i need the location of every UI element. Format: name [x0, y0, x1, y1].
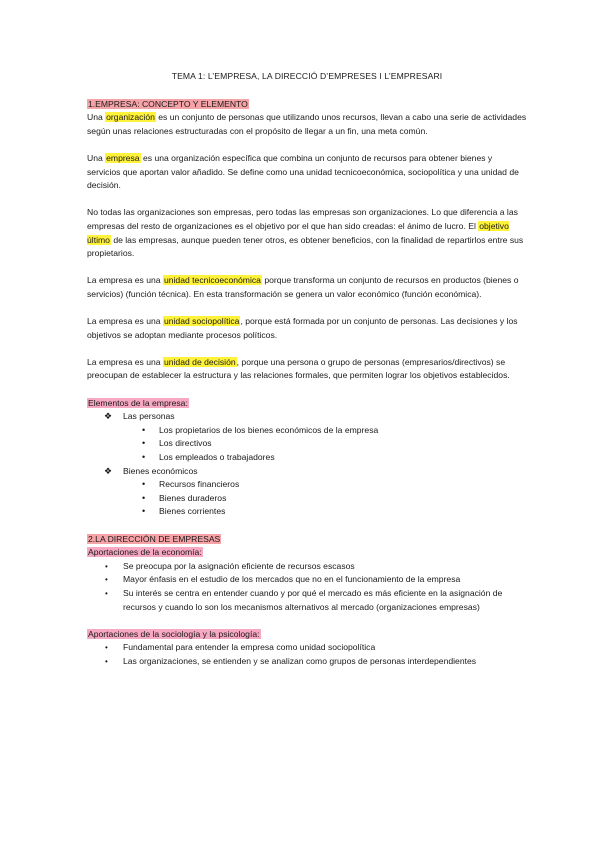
subheading-text: Aportaciones de la economía: [88, 547, 202, 558]
diamond-bullet-icon: ❖ [104, 465, 113, 476]
section-heading [87, 533, 527, 547]
bullet-icon: • [105, 561, 108, 571]
document-page [87, 70, 527, 669]
bullet-icon: • [105, 575, 108, 585]
paragraph-decision [87, 356, 527, 383]
text-run: No todas las organizaciones son empresas, pero todas las empresas son organizaciones. Lo que diferencia a las empresas del resto de organizaciones es el objetivo por el que han sido creadas: el ánimo de lucro. El [87, 207, 518, 231]
subheading-text: Elementos de la empresa: [88, 397, 188, 408]
text-run: La empresa es una [87, 275, 163, 286]
list-item-label: Bienes duraderos [159, 492, 227, 503]
list-item [87, 573, 527, 587]
list-item-label: Mayor énfasis en el estudio de los mercados que no en el funcionamiento de la empresa [123, 574, 461, 585]
highlight-term: organización [106, 112, 155, 123]
paragraph-sociopolitica [87, 315, 527, 342]
subheading-sociologia [87, 628, 527, 642]
list-item-label: Bienes corrientes [159, 506, 226, 517]
section-heading [87, 98, 527, 112]
list-item [87, 410, 527, 424]
list-item-label: Los propietarios de los bienes económicos de la empresa [159, 424, 379, 435]
list-item [87, 465, 527, 479]
spacer [87, 519, 527, 533]
list-item-label: Bienes económicos [123, 465, 198, 476]
diamond-bullet-icon: ❖ [104, 411, 113, 422]
bullet-icon: • [142, 438, 146, 449]
list-item-label: Las personas [123, 411, 175, 422]
list-item-label: Se preocupa por la asignación eficiente de recursos escasos [123, 560, 355, 571]
bullet-icon: • [142, 452, 146, 463]
paragraph-organizacion [87, 111, 527, 138]
list-item-label: Los directivos [159, 438, 212, 449]
sociology-list [87, 641, 527, 668]
bullet-icon: • [142, 506, 146, 517]
bullet-icon: • [105, 643, 108, 653]
list-item [87, 424, 527, 438]
list-item [87, 451, 527, 465]
text-run: es una organización específica que combina un conjunto de recursos para obtener bienes y servicios que aportan valor añadido. Se define como una unidad tecnicoeconómica, sociopolítica y una unidad de decisión. [87, 152, 519, 191]
section-heading-text: 1.EMPRESA: CONCEPTO Y ELEMENTO [88, 98, 248, 109]
highlight-term: empresa [106, 152, 140, 163]
text-run: , porque está formada por un conjunto de personas. Las decisiones y los objetivos se adoptan mediante procesos políticos. [87, 316, 518, 340]
text-run: es un conjunto de personas que utilizando unos recursos, llevan a cabo una serie de actividades según unas relaciones estructuradas con el propósito de llegar a un fin, una meta común. [87, 112, 527, 136]
bullet-icon: • [142, 479, 146, 490]
section-heading-text: 2.LA DIRECCIÓN DE EMPRESAS [88, 533, 221, 544]
list-item-label: Los empleados o trabajadores [159, 452, 275, 463]
bullet-icon: • [105, 588, 108, 598]
economy-list [87, 560, 527, 614]
text-run: , porque una persona o grupo de personas (empresarios/directivos) se preocupan de establecer la estructura y las relaciones formales, que permiten lograr los objetivos establecidos. [87, 356, 510, 381]
text-run: Una [87, 152, 106, 163]
list-item [87, 492, 527, 506]
list-item [87, 587, 527, 614]
list-item [87, 437, 527, 451]
paragraph-empresa [87, 152, 527, 193]
list-item [87, 560, 527, 574]
bullet-icon: • [105, 656, 108, 666]
paragraph-tecnicoeconomica [87, 274, 527, 301]
bullet-icon: • [142, 424, 146, 435]
list-item [87, 641, 527, 655]
highlight-term: objetivo último [87, 220, 509, 245]
elements-list [87, 410, 527, 519]
text-run: porque transforma un conjunto de recursos en productos (bienes o servicios) (función técnica). En esta transformación se genera un valor económico (función económica). [87, 275, 519, 299]
list-item-label: Recursos financieros [159, 479, 240, 490]
highlight-term: unidad de decisión [163, 356, 236, 367]
list-item [87, 505, 527, 519]
subheading-text: Aportaciones de la sociología y la psicología: [88, 628, 260, 639]
list-item [87, 655, 527, 669]
spacer [87, 614, 527, 628]
subheading-economia [87, 546, 527, 560]
text-run: La empresa es una [87, 356, 163, 367]
bullet-icon: • [142, 492, 146, 503]
list-item-label: Fundamental para entender la empresa como unidad sociopolítica [123, 642, 376, 653]
subheading-elementos [87, 397, 527, 411]
text-run: Una [87, 112, 106, 123]
paragraph-objetivo [87, 206, 527, 260]
highlight-term: unidad tecnicoeconómica [163, 275, 261, 286]
list-item-label: Su interés se centra en entender cuando y por qué el mercado es más eficiente en la asignación de recursos y cuando lo son los mecanismos alternativos al mercado (organizaciones empresas) [123, 587, 503, 612]
text-run: de las empresas, aunque pueden tener otros, es obtener beneficios, con la finalidad de repartirlos entre sus propietarios. [87, 234, 524, 259]
highlight-term: unidad sociopolítica [163, 316, 240, 327]
list-item-label: Las organizaciones, se entienden y se analizan como grupos de personas interdependientes [123, 655, 477, 666]
text-run: La empresa es una [87, 316, 163, 327]
list-item [87, 478, 527, 492]
page-title: TEMA 1: L’EMPRESA, LA DIRECCIÓ D’EMPRESES I L’EMPRESARI [171, 71, 443, 81]
